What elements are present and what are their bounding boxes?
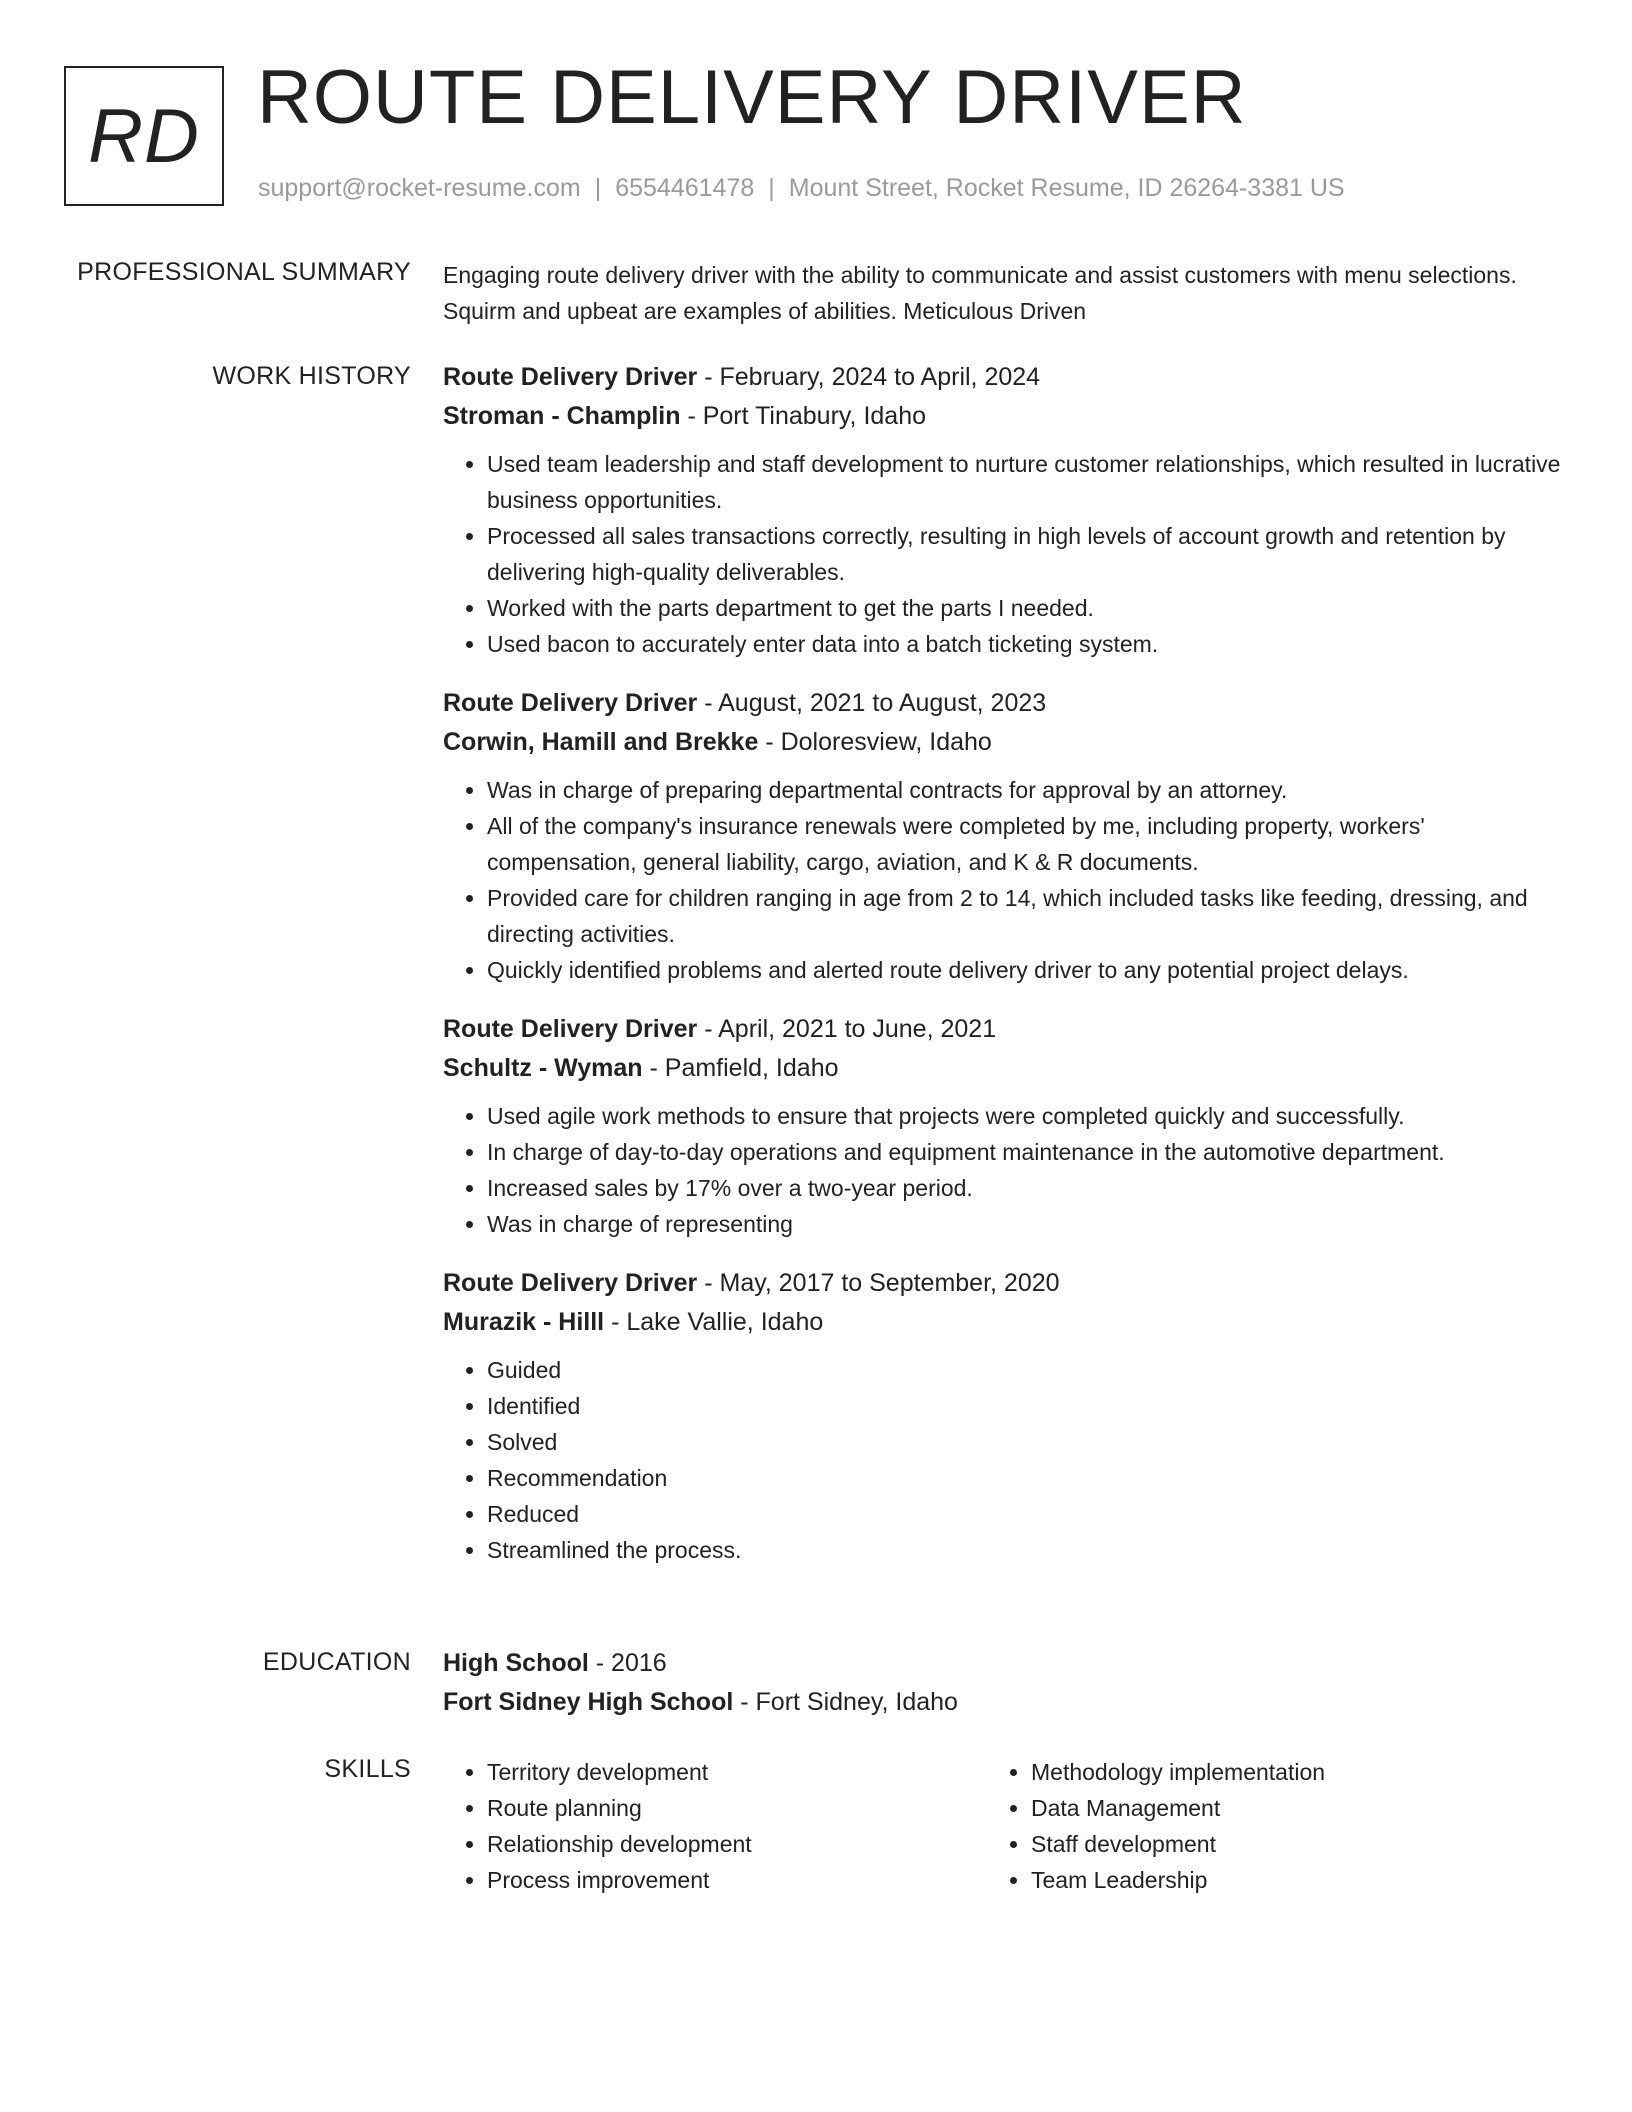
education-location: - Fort Sidney, Idaho <box>733 1688 958 1716</box>
job-company-line <box>443 397 1563 436</box>
skills-list-right <box>987 1754 1531 1898</box>
section-label-education: EDUCATION <box>262 1648 411 1676</box>
job-title-line <box>443 358 1563 397</box>
list-item: • Was in charge of representing <box>487 1206 1563 1242</box>
job-title: Route Delivery Driver <box>443 1269 698 1297</box>
job-title: Route Delivery Driver <box>443 689 698 717</box>
skill-item: • Data Management <box>1031 1790 1531 1826</box>
list-item: • In charge of day-to-day operations and equipment maintenance in the automotive department. <box>487 1134 1563 1170</box>
list-item: • Guided <box>487 1352 1563 1388</box>
job-entry <box>443 1010 1563 1242</box>
education-degree-line <box>443 1644 1563 1683</box>
section-label-skills: SKILLS <box>324 1755 411 1783</box>
job-dates: - May, 2017 to September, 2020 <box>697 1269 1060 1297</box>
list-item: • Worked with the parts department to get the parts I needed. <box>487 590 1563 626</box>
job-location: - Lake Vallie, Idaho <box>604 1308 824 1336</box>
job-title-line <box>443 1010 1563 1049</box>
list-item: • Used bacon to accurately enter data into a batch ticketing system. <box>487 626 1563 662</box>
contact-separator: | <box>768 174 775 202</box>
education-school-line <box>443 1683 1563 1722</box>
job-title-line <box>443 1264 1563 1303</box>
skills-section <box>443 1754 1563 1898</box>
summary-section <box>443 257 1563 329</box>
job-entry <box>443 358 1563 662</box>
list-item: • Identified <box>487 1388 1563 1424</box>
skills-list-left <box>443 1754 987 1898</box>
work-history-section <box>443 358 1563 1590</box>
skill-item: • Route planning <box>487 1790 987 1826</box>
phone-text: 6554461478 <box>615 174 755 202</box>
section-label-summary: PROFESSIONAL SUMMARY <box>77 258 411 286</box>
skill-item: • Staff development <box>1031 1826 1531 1862</box>
education-section <box>443 1644 1563 1722</box>
resume-title: ROUTE DELIVERY DRIVER <box>257 55 1247 140</box>
job-company-line <box>443 1049 1563 1088</box>
contact-line <box>258 174 1345 203</box>
job-entry <box>443 1264 1563 1568</box>
job-location: - Port Tinabury, Idaho <box>680 402 927 430</box>
job-company: Corwin, Hamill and Brekke <box>443 728 759 756</box>
skill-item: • Process improvement <box>487 1862 987 1898</box>
job-bullets <box>443 1352 1563 1568</box>
list-item: • Used agile work methods to ensure that projects were completed quickly and successfully. <box>487 1098 1563 1134</box>
education-school: Fort Sidney High School <box>443 1688 734 1716</box>
address-text: Mount Street, Rocket Resume, ID 26264-3381 US <box>788 174 1345 202</box>
job-entry <box>443 684 1563 988</box>
contact-separator: | <box>594 174 602 202</box>
list-item: • Reduced <box>487 1496 1563 1532</box>
list-item: • All of the company's insurance renewals were completed by me, including property, workers' compensation, general liability, cargo, aviation, and K & R documents. <box>487 808 1563 880</box>
skill-item: • Team Leadership <box>1031 1862 1531 1898</box>
job-location: - Doloresview, Idaho <box>758 728 992 756</box>
job-company: Schultz - Wyman <box>443 1054 643 1082</box>
list-item: • Processed all sales transactions correctly, resulting in high levels of account growth and retention by delivering high-quality deliverables. <box>487 518 1563 590</box>
education-year: - 2016 <box>588 1649 667 1677</box>
job-title-line <box>443 684 1563 723</box>
job-company-line <box>443 1303 1563 1342</box>
job-dates: - April, 2021 to June, 2021 <box>697 1015 997 1043</box>
education-degree: High School <box>443 1649 589 1677</box>
job-bullets <box>443 772 1563 988</box>
job-bullets <box>443 446 1563 662</box>
job-bullets <box>443 1098 1563 1242</box>
email-text: support@rocket-resume.com <box>258 174 581 202</box>
skill-item: • Relationship development <box>487 1826 987 1862</box>
list-item: • Was in charge of preparing departmental contracts for approval by an attorney. <box>487 772 1563 808</box>
job-dates: - February, 2024 to April, 2024 <box>697 363 1041 391</box>
summary-text: Engaging route delivery driver with the ability to communicate and assist customers with menu selections. Squirm and upbeat are examples of abilities. Meticulous Driven <box>443 262 1517 324</box>
job-location: - Pamfield, Idaho <box>642 1054 839 1082</box>
list-item: • Quickly identified problems and alerted route delivery driver to any potential project delays. <box>487 952 1563 988</box>
list-item: • Solved <box>487 1424 1563 1460</box>
job-title: Route Delivery Driver <box>443 363 698 391</box>
job-title: Route Delivery Driver <box>443 1015 698 1043</box>
job-company-line <box>443 723 1563 762</box>
section-label-work-history: WORK HISTORY <box>212 362 411 390</box>
list-item: • Provided care for children ranging in age from 2 to 14, which included tasks like feeding, dressing, and directing activities. <box>487 880 1563 952</box>
list-item: • Used team leadership and staff development to nurture customer relationships, which resulted in lucrative business opportunities. <box>487 446 1563 518</box>
skill-item: • Territory development <box>487 1754 987 1790</box>
list-item: • Recommendation <box>487 1460 1563 1496</box>
job-company: Murazik - Hilll <box>443 1308 605 1336</box>
skill-item: • Methodology implementation <box>1031 1754 1531 1790</box>
job-company: Stroman - Champlin <box>443 402 681 430</box>
monogram-logo: RD <box>64 66 224 206</box>
list-item: • Increased sales by 17% over a two-year period. <box>487 1170 1563 1206</box>
list-item: • Streamlined the process. <box>487 1532 1563 1568</box>
job-dates: - August, 2021 to August, 2023 <box>697 689 1047 717</box>
